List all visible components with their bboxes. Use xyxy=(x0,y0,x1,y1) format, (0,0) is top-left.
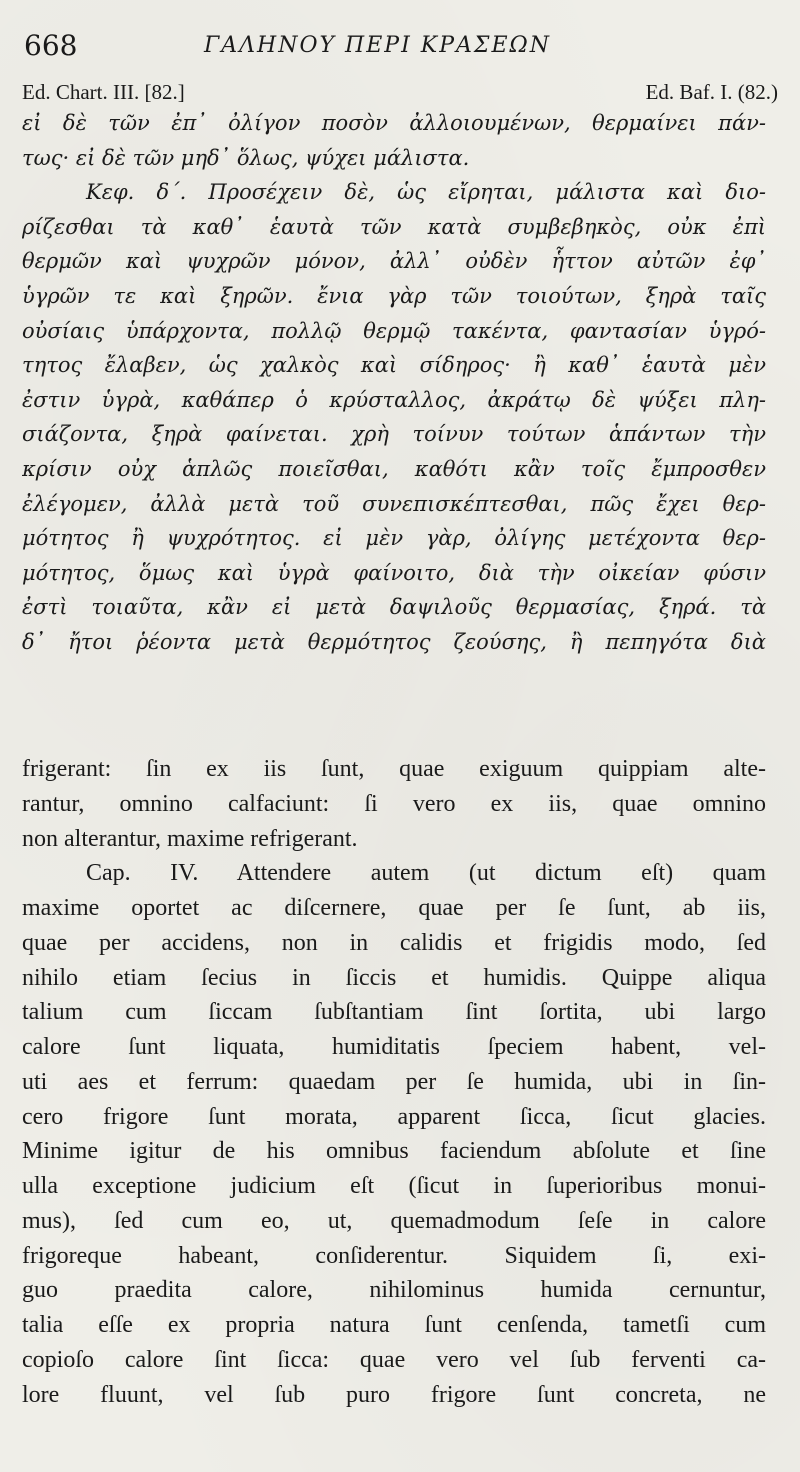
greek-line: ρίζεσθαι τὰ καθ᾽ ἑαυτὰ τῶν κατὰ συμβεβηκὸς, οὐκ ἐπὶ xyxy=(22,214,766,239)
greek-line: σιάζοντα, ξηρὰ φαίνεται. χρὴ τοίνυν τούτων ἁπάντων τὴν xyxy=(22,422,766,447)
greek-chapter-heading-line: Κεφ. δ΄. Προσέχειν δὲ, ὡς εἴρηται, μάλιστα καὶ διο- xyxy=(86,180,766,205)
greek-line: δ᾽ ἤτοι ῥέοντα μετὰ θερμότητος ζεούσης, ἢ πεπηγότα διὰ xyxy=(22,629,766,654)
latin-translation xyxy=(22,752,766,1412)
greek-line: κρίσιν οὐχ ἁπλῶς ποιεῖσθαι, καθότι κἂν τοῖς ἔμπροσθεν xyxy=(22,456,766,481)
latin-line: lore fluunt, vel ſub puro frigore ſunt concreta, ne xyxy=(22,1381,766,1408)
greek-line: θερμῶν καὶ ψυχρῶν μόνον, ἀλλ᾽ οὐδὲν ἧττον αὐτῶν ἐφ᾽ xyxy=(22,249,766,274)
latin-line: mus), ſed cum eo, ut, quemadmodum ſeſe in calore xyxy=(22,1207,766,1234)
latin-line: Minime igitur de his omnibus faciendum abſolute et ſine xyxy=(22,1138,766,1165)
latin-line: quae per accidens, non in calidis et frigidis modo, ſed xyxy=(22,929,766,956)
latin-line: copioſo calore ſint ſicca: quae vero vel ſub ferventi ca- xyxy=(22,1346,766,1373)
latin-line: rantur, omnino calfaciunt: ſi vero ex iis, quae omnino xyxy=(22,790,766,817)
latin-line: uti aes et ferrum: quaedam per ſe humida, ubi in ſin- xyxy=(22,1068,766,1095)
greek-line: μότητος ἢ ψυχρότητος. εἰ μὲν γὰρ, ὀλίγης μετέχοντα θερ- xyxy=(22,526,766,551)
edition-references xyxy=(22,78,778,106)
greek-line: μότητος, ὅμως καὶ ὑγρὰ φαίνοιτο, διὰ τὴν οἰκείαν φύσιν xyxy=(22,560,766,585)
greek-line: τητος ἔλαβεν, ὡς χαλκὸς καὶ σίδηρος· ἢ καθ᾽ ἑαυτὰ μὲν xyxy=(22,353,766,378)
latin-chapter-heading-line: Cap. IV. Attendere autem (ut dictum eſt) quam xyxy=(86,860,766,887)
greek-line: οὐσίαις ὑπάρχοντα, πολλῷ θερμῷ τακέντα, φαντασίαν ὑγρό- xyxy=(22,318,766,343)
greek-line: ἐστιν ὑγρὰ, καθάπερ ὁ κρύσταλλος, ἀκράτῳ δὲ ψύξει πλη- xyxy=(22,387,766,412)
latin-line: ulla exceptione judicium eſt (ſicut in ſuperioribus monui- xyxy=(22,1173,766,1199)
latin-line: guo praedita calore, nihilominus humida cernuntur, xyxy=(22,1277,766,1304)
latin-line: talia eſſe ex propria natura ſunt cenſenda, tametſi cum xyxy=(22,1312,766,1338)
latin-line: frigoreque habeant, conſiderentur. Siquidem ſi, exi- xyxy=(22,1242,766,1269)
greek-line: τως· εἰ δὲ τῶν μηδ᾽ ὅλως, ψύχει μάλιστα. xyxy=(22,145,470,170)
greek-line: ὑγρῶν τε καὶ ξηρῶν. ἔνια γὰρ τῶν τοιούτων, ξηρὰ ταῖς xyxy=(22,283,766,308)
latin-line: cero frigore ſunt morata, apparent ſicca, ſicut glacies. xyxy=(22,1103,766,1130)
running-title: ΓΑΛΗΝΟΥ ΠΕΡΙ ΚΡΑΣΕΩΝ xyxy=(204,33,551,58)
greek-line: ἐλέγομεν, ἀλλὰ μετὰ τοῦ συνεπισκέπτεσθαι, πῶς ἔχει θερ- xyxy=(22,491,766,516)
latin-line: nihilo etiam ſecius in ſiccis et humidis. Quippe aliqua xyxy=(22,964,766,991)
latin-line: non alterantur, maxime refrigerant. xyxy=(22,825,358,852)
latin-line: talium cum ſiccam ſubſtantiam ſint ſortita, ubi largo xyxy=(22,999,766,1026)
page-number: 668 xyxy=(24,29,78,62)
greek-line: εἰ δὲ τῶν ἐπ᾽ ὀλίγον ποσὸν ἀλλοιουμένων, θερμαίνει πάν- xyxy=(22,111,766,135)
greek-text xyxy=(22,106,766,660)
greek-line: ἐστὶ τοιαῦτα, κἂν εἰ μετὰ δαψιλοῦς θερμασίας, ξηρά. τὰ xyxy=(22,595,766,620)
latin-line: maxime oportet ac diſcernere, quae per ſe ſunt, ab iis, xyxy=(22,895,766,921)
latin-line: frigerant: ſin ex iis ſunt, quae exiguum quippiam alte- xyxy=(22,756,766,782)
latin-line: calore ſunt liquata, humiditatis ſpeciem habent, vel- xyxy=(22,1034,766,1060)
edition-chartier: Ed. Chart. III. [82.] xyxy=(22,80,185,104)
edition-basel: Ed. Baf. I. (82.) xyxy=(645,80,778,104)
page-header xyxy=(24,26,778,66)
